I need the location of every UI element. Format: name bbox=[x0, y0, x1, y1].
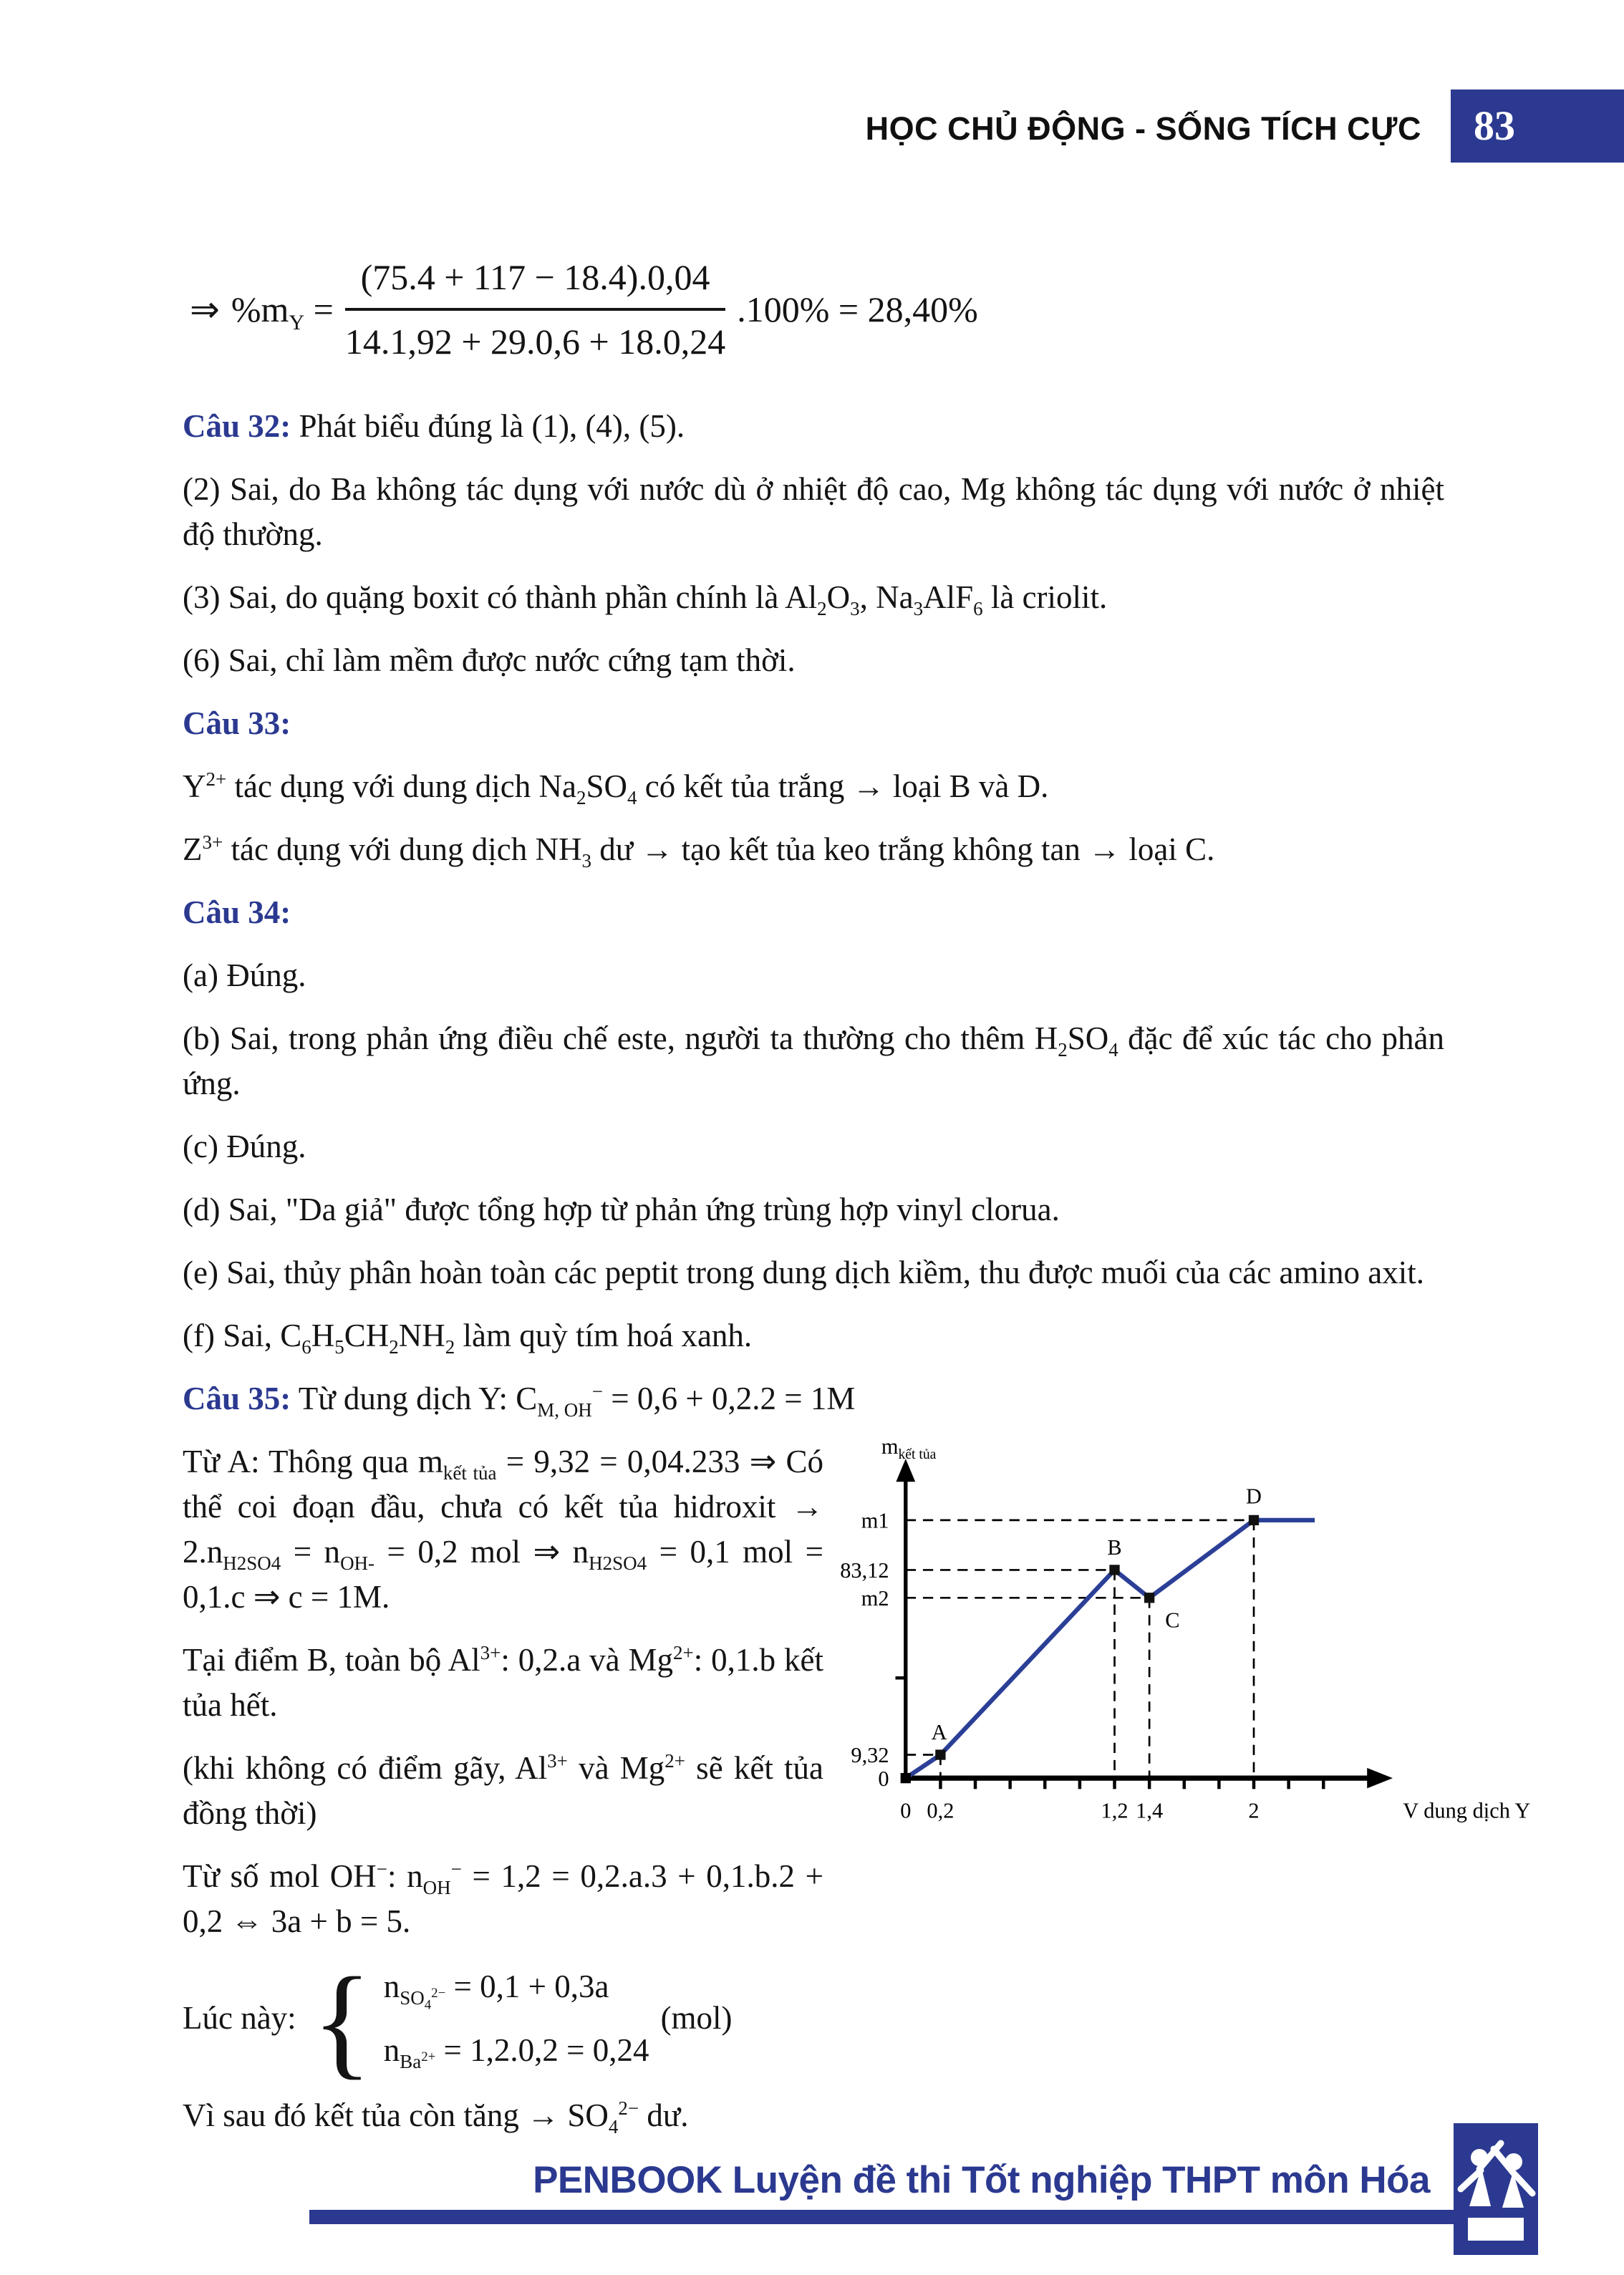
paragraph-text: $Y^{2+}$ tác dụng với dung dịch $Na_2SO_4$ có kết tủa trắng → loại B và D. bbox=[183, 768, 1049, 808]
brace-glyph: { bbox=[311, 1951, 372, 2090]
question-label: Câu 32: bbox=[183, 408, 291, 444]
question-paragraph bbox=[183, 404, 1444, 449]
paragraph bbox=[183, 1187, 1444, 1232]
y-label: m2 bbox=[861, 1586, 889, 1611]
paragraph bbox=[183, 1313, 1444, 1358]
paragraph-text: Từ số mol OH−: $n_{OH}^- = 1,2 = 0,2.a.3 + 0,1.b.2 + 0,2$ ⇔ 3a + b = 5. bbox=[183, 1858, 823, 1939]
paragraph-text: Từ dung dịch Y: $C_{M, OH}^- = 0,6 + 0,2.2 = 1M$ bbox=[298, 1381, 856, 1421]
paragraph bbox=[183, 1439, 823, 1620]
paragraph-text: (f) Sai, $C_6H_5CH_2NH_2$ làm quỳ tím hoá xanh. bbox=[183, 1318, 753, 1358]
footer-divider bbox=[309, 2210, 1461, 2224]
unit-label: (mol) bbox=[660, 2000, 733, 2037]
x-axis-title: V dung dịch Y bbox=[1403, 1798, 1531, 1823]
point-C bbox=[1144, 1593, 1154, 1603]
paragraph bbox=[183, 2093, 823, 2138]
equation-row: $n_{SO_4^{2-}} = 0,1 + 0,3a$ bbox=[383, 1968, 609, 2013]
equation-stack bbox=[384, 1964, 649, 2073]
formula-percent-mass bbox=[190, 252, 1444, 367]
question-paragraph bbox=[183, 1376, 1444, 1421]
question-paragraph bbox=[183, 890, 1444, 935]
point-label-D: D bbox=[1246, 1484, 1262, 1509]
origin-marker bbox=[901, 1773, 911, 1783]
page-number-badge bbox=[1451, 90, 1624, 163]
fraction bbox=[345, 252, 725, 367]
paragraph bbox=[183, 1124, 1444, 1169]
question-label: Câu 34: bbox=[183, 894, 291, 930]
point-D bbox=[1249, 1515, 1259, 1525]
question-label: Câu 33: bbox=[183, 705, 291, 741]
solution-content bbox=[183, 252, 1531, 2156]
paragraph-text: $Z^{3+}$ tác dụng với dung dịch $NH_3$ dư → tạo kết tủa keo trắng không tan → loại C. bbox=[183, 831, 1215, 871]
implies-arrow: ⇒ bbox=[190, 289, 220, 329]
paragraph-text: Phát biểu đúng là (1), (4), (5). bbox=[299, 408, 685, 444]
answers-block bbox=[183, 404, 1444, 1421]
paragraph bbox=[183, 1016, 1444, 1106]
paragraph-text: (2) Sai, do Ba không tác dụng với nước dù ở nhiệt độ cao, Mg không tác dụng với nước ở nhiệt độ thường. bbox=[183, 471, 1444, 552]
x-label: 1,2 bbox=[1101, 1798, 1128, 1823]
paragraph-text: (d) Sai, "Da giả" được tổng hợp từ phản ứng trùng hợp vinyl clorua. bbox=[183, 1192, 1060, 1227]
fraction-numerator: (75.4 + 117 − 18.4).0,04 bbox=[345, 252, 725, 311]
paragraph-text: (khi không có điểm gãy, $Al^{3+}$ và $Mg^{2+}$ sẽ kết tủa đồng thời) bbox=[183, 1750, 823, 1831]
y-axis-title: $m_{kết tủa}$ bbox=[881, 1434, 937, 1463]
paragraph-text: (b) Sai, trong phản ứng điều chế este, người ta thường cho thêm $H_2SO_4$ đặc để xúc tác cho phản ứng. bbox=[183, 1020, 1444, 1101]
paragraph-text: (3) Sai, do quặng boxit có thành phần chính là $Al_2O_3$, $Na_3AlF_6$ là criolit. bbox=[183, 579, 1108, 619]
point-label-B: B bbox=[1107, 1535, 1122, 1560]
chart-svg bbox=[832, 1429, 1555, 1839]
question-paragraph bbox=[183, 701, 1444, 746]
x-label: 0,2 bbox=[927, 1798, 954, 1823]
paragraph-text: (c) Đúng. bbox=[183, 1129, 306, 1164]
point-label-A: A bbox=[931, 1720, 947, 1745]
x-label: 1,4 bbox=[1136, 1798, 1164, 1823]
fraction-denominator: 14.1,92 + 29.0,6 + 18.0,24 bbox=[344, 322, 726, 362]
page-title: HỌC CHỦ ĐỘNG - SỐNG TÍCH CỰC bbox=[865, 110, 1421, 147]
cau35-two-column bbox=[183, 1434, 1531, 2156]
paragraph bbox=[183, 764, 1444, 809]
paragraph bbox=[183, 1746, 823, 1836]
publisher-logo-icon bbox=[1454, 2122, 1538, 2256]
y-label: 83,12 bbox=[840, 1558, 889, 1583]
equation-row: $n_{Ba^{2+}} = 1,2.0,2 = 0,24$ bbox=[383, 2032, 649, 2072]
y-label-zero: 0 bbox=[878, 1766, 889, 1791]
paragraph-text: Tại điểm B, toàn bộ $Al^{3+}$: 0,2.a và $Mg^{2+}$: 0,1.b kết tủa hết. bbox=[183, 1642, 823, 1723]
paragraph bbox=[183, 1250, 1444, 1295]
solution-left-column bbox=[183, 1439, 823, 2156]
x-label: 0 bbox=[900, 1798, 912, 1823]
y-label: 9,32 bbox=[851, 1743, 889, 1768]
paragraph bbox=[183, 1951, 823, 2090]
system-lead: Lúc này: bbox=[183, 2000, 296, 2037]
paragraph bbox=[183, 638, 1444, 683]
question-label: Câu 35: bbox=[183, 1381, 291, 1416]
paragraph bbox=[183, 575, 1444, 620]
x-axis-arrow bbox=[1367, 1768, 1393, 1789]
paragraph bbox=[183, 467, 1444, 557]
point-B bbox=[1109, 1565, 1119, 1575]
point-label-C: C bbox=[1165, 1608, 1180, 1633]
paragraph bbox=[183, 827, 1444, 872]
paragraph-text: (6) Sai, chỉ làm mềm được nước cứng tạm thời. bbox=[183, 642, 796, 678]
precipitation-chart bbox=[832, 1429, 1555, 2156]
formula-result: .100% = 28,40% bbox=[737, 289, 978, 329]
paragraph bbox=[183, 1638, 823, 1728]
paragraph-text: Từ A: Thông qua $m_{kết tủa} = 9,32 = 0,04.233$ ⇒ Có thể coi đoạn đầu, chưa có kết tủa hidroxit → $2.n_{H2SO4} = n_{OH-} = 0,2$ mol ⇒ $n_{H2SO4} = 0,1$ mol = 0,1.c ⇒ c = 1M. bbox=[183, 1444, 824, 1615]
footer-title: PENBOOK Luyện đề thi Tốt nghiệp THPT môn Hóa bbox=[533, 2159, 1430, 2201]
paragraph-text: (e) Sai, thủy phân hoàn toàn các peptit trong dung dịch kiềm, thu được muối của các amino axit. bbox=[183, 1255, 1424, 1290]
paragraph bbox=[183, 1854, 823, 1944]
paragraph-text: Vì sau đó kết tủa còn tăng → $SO_4^{2-}$ dư. bbox=[183, 2097, 689, 2138]
page-number: 83 bbox=[1474, 102, 1515, 150]
y-label: m1 bbox=[861, 1508, 889, 1533]
formula-lhs: $\%m_Y$ = bbox=[231, 289, 334, 334]
x-label: 2 bbox=[1248, 1798, 1260, 1823]
paragraph bbox=[183, 953, 1444, 998]
point-A bbox=[935, 1749, 945, 1759]
paragraph-text: (a) Đúng. bbox=[183, 957, 306, 993]
